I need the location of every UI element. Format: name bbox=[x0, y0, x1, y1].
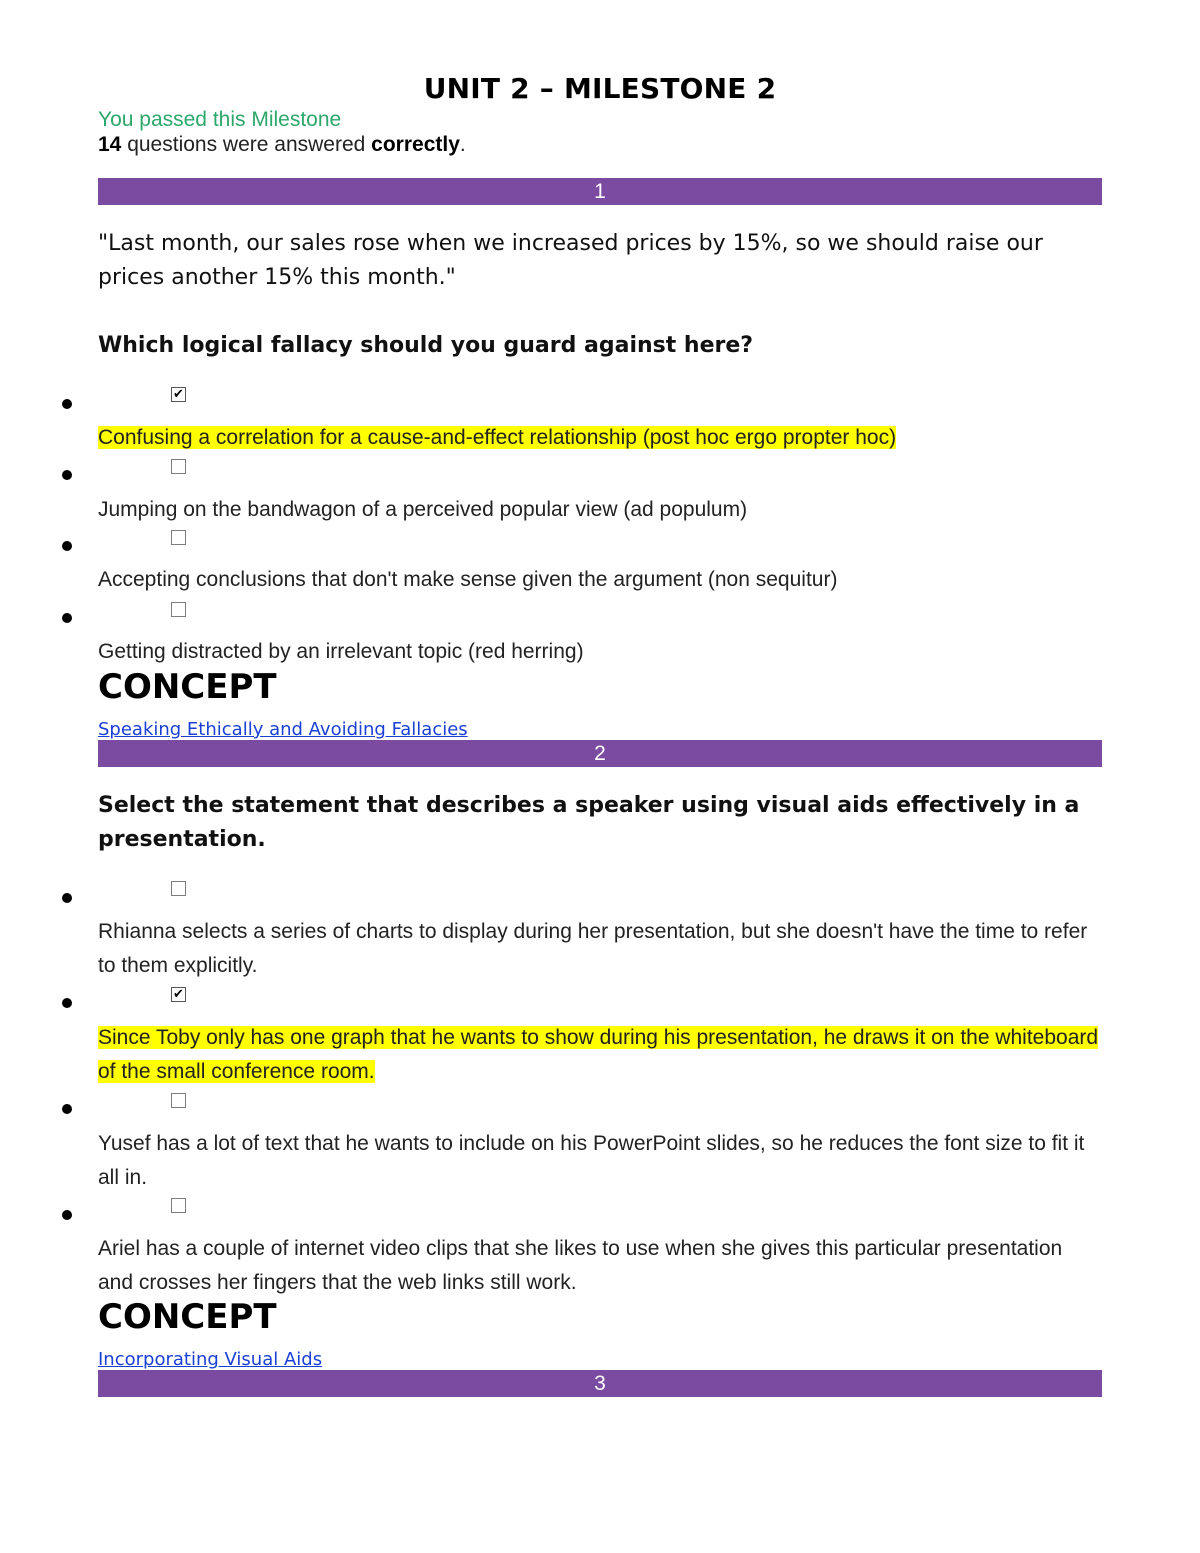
answer-option[interactable]: Yusef has a lot of text that he wants to include on his PowerPoint slides, so he reduces the font size to fit it all in. bbox=[98, 1132, 1085, 1189]
answer-option-label: Since Toby only has one graph that he wants to show during his presentation, he draws it on the whiteboard of the small conference room. bbox=[98, 1026, 1099, 1083]
list-bullet bbox=[62, 998, 72, 1008]
answer-option[interactable]: Accepting conclusions that don't make sense given the argument (non sequitur) bbox=[98, 568, 838, 591]
question-text: Select the statement that describes a speaker using visual aids effectively in a presentation. bbox=[98, 793, 1080, 852]
list-bullet bbox=[62, 399, 72, 409]
list-bullet bbox=[62, 893, 72, 903]
correct-count: 14 bbox=[98, 133, 122, 156]
option-checkbox[interactable] bbox=[171, 602, 186, 617]
question-text: Which logical fallacy should you guard against here? bbox=[98, 333, 754, 358]
summary-period: . bbox=[459, 133, 466, 156]
option-checkbox[interactable] bbox=[171, 1093, 186, 1108]
concept-heading: CONCEPT bbox=[98, 1297, 277, 1337]
answer-option[interactable]: Getting distracted by an irrelevant topic (red herring) bbox=[98, 640, 584, 663]
option-checkbox[interactable]: ✔ bbox=[171, 987, 186, 1002]
question-number-bar: 1 bbox=[98, 178, 1102, 205]
question-number-bar: 3 bbox=[98, 1370, 1102, 1397]
list-bullet bbox=[62, 1210, 72, 1220]
concept-link[interactable]: Speaking Ethically and Avoiding Fallacies bbox=[98, 719, 468, 740]
option-checkbox[interactable] bbox=[171, 459, 186, 474]
pass-status: You passed this Milestone bbox=[98, 108, 342, 131]
answer-option[interactable]: Ariel has a couple of internet video clips that she likes to use when she gives this particular presentation and crosses her fingers that the web links still work. bbox=[98, 1237, 1063, 1294]
option-checkbox[interactable] bbox=[171, 881, 186, 896]
list-bullet bbox=[62, 1104, 72, 1114]
list-bullet bbox=[62, 613, 72, 623]
score-summary bbox=[98, 133, 466, 157]
question-prompt: "Last month, our sales rose when we increased prices by 15%, so we should raise our prices another 15% this month." bbox=[98, 231, 1043, 290]
question-number-bar: 2 bbox=[98, 740, 1102, 767]
summary-text: questions were answered bbox=[121, 133, 372, 156]
concept-heading: CONCEPT bbox=[98, 667, 277, 707]
answer-option[interactable] bbox=[98, 421, 1103, 455]
list-bullet bbox=[62, 470, 72, 480]
answer-option-label: Confusing a correlation for a cause-and-effect relationship (post hoc ergo propter hoc) bbox=[98, 426, 897, 449]
summary-correctly: correctly bbox=[371, 133, 460, 156]
answer-option[interactable]: Rhianna selects a series of charts to display during her presentation, but she doesn't have the time to refer to them explicitly. bbox=[98, 920, 1088, 977]
option-checkbox[interactable] bbox=[171, 530, 186, 545]
answer-option[interactable]: Jumping on the bandwagon of a perceived popular view (ad populum) bbox=[98, 498, 748, 521]
concept-link[interactable]: Incorporating Visual Aids bbox=[98, 1349, 323, 1370]
option-checkbox[interactable] bbox=[171, 1198, 186, 1213]
page-title: UNIT 2 – MILESTONE 2 bbox=[423, 72, 777, 105]
option-checkbox[interactable]: ✔ bbox=[171, 387, 186, 402]
list-bullet bbox=[62, 541, 72, 551]
answer-option[interactable] bbox=[98, 1021, 1103, 1089]
